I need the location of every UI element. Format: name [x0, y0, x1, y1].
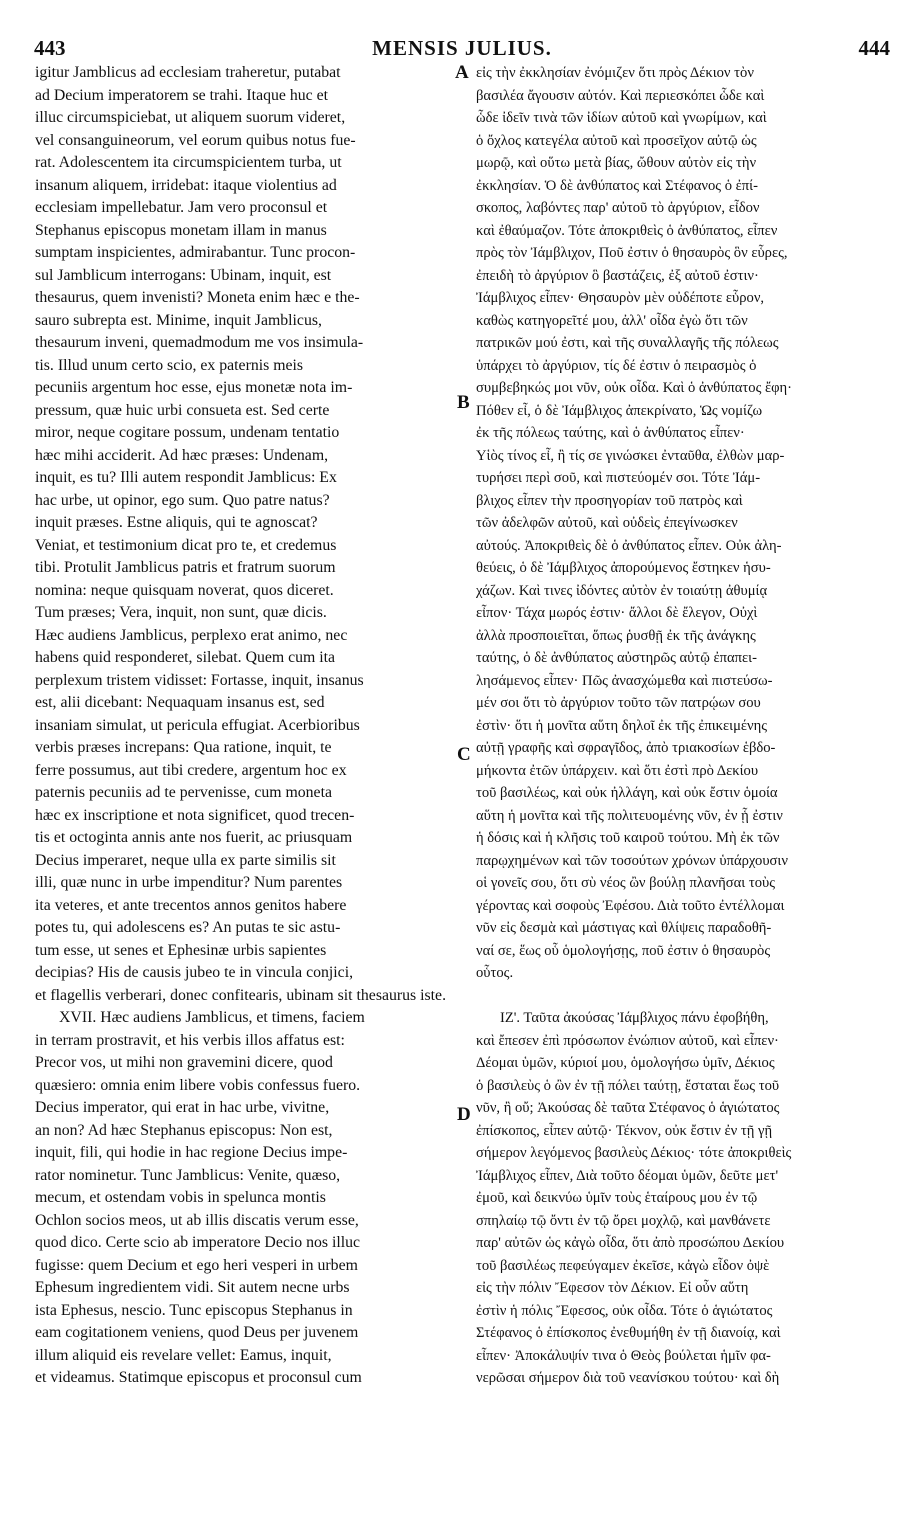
latin-text-line: illi, quæ nunc in urbe impenditur? Num parentes — [35, 874, 343, 891]
latin-text-line: Decius imperator, qui erat in hac urbe, vivitne, — [35, 1099, 330, 1116]
running-title: MENSIS JULIUS. — [372, 36, 552, 60]
greek-text-line: σήμερον λεγόμενος βασιλεὺς Δέκιος· τότε ἀποκριθεὶς — [476, 1145, 792, 1161]
greek-text-line: Υἱὸς τίνος εἶ, ἢ τίς σε γινώσκει ἐνταῦθα, ἐλθὼν μαρ- — [476, 447, 785, 464]
latin-text-line: tis et octoginta annis ante nos fuerit, ac priusquam — [35, 829, 353, 846]
latin-text-line: ecclesiam impellebatur. Jam vero proconsul et — [35, 199, 328, 216]
greek-text-line: οὗτος. — [476, 965, 514, 981]
latin-text-line: pressum, quæ huic urbi consueta est. Sed certe — [35, 401, 330, 419]
latin-text-line: Tum præses; Vera, inquit, non sunt, quæ dicis. — [35, 604, 327, 621]
latin-text-line: eam cogitationem veniens, quod Deus per juvenem — [35, 1324, 359, 1341]
greek-text-line: σκοπος, λαβόντες παρ' αὐτοῦ τὸ ἀργύριον, εἶδον — [476, 200, 760, 216]
greek-text-line: ὧδε ἰδεῖν τινὰ τῶν ἰδίων αὐτοῦ καὶ γνωρίμων, καὶ — [476, 110, 767, 126]
greek-text-line: ἐκ τῆς πόλεως ταύτης, καὶ ὁ ἀνθύπατος εἶπεν· — [476, 425, 745, 441]
greek-text-line: οἱ γονεῖς σου, ὅτι σὺ νέος ὢν βούλῃ πλανῆσαι τοὺς — [476, 875, 776, 891]
greek-text-line: ἐκκλησίαν. Ὁ δὲ ἀνθύπατος καὶ Στέφανος ὁ ἐπί- — [476, 177, 758, 194]
latin-text-line: Hæc audiens Jamblicus, perplexo erat animo, nec — [35, 626, 348, 644]
latin-text-line: vel consanguineorum, vel eorum quibus notus fue- — [35, 131, 356, 149]
greek-text-line: πρὸς τὸν Ἰάμβλιχον, Ποῦ ἐστιν ὁ θησαυρὸς ὃν εὗρες, — [476, 245, 788, 261]
latin-column — [35, 62, 457, 1390]
latin-text-line: hæc mihi acciderit. Ad hæc præses: Undenam, — [35, 446, 329, 464]
greek-text-line: ΙΖ'. Ταῦτα ἀκούσας Ἰάμβλιχος πάνυ ἐφοβήθη, — [500, 1010, 769, 1026]
greek-text-line: Ἰάμβλιχος εἶπεν, Διὰ τοῦτο δέομαι ὑμῶν, δεῦτε μετ' — [476, 1167, 779, 1184]
latin-text-line: est, alii dicebant: Nequaquam insanus est, sed — [35, 694, 325, 711]
latin-text-line: ista Ephesus, nescio. Tunc episcopus Stephanus in — [35, 1301, 353, 1319]
latin-text-line: an non? Ad hæc Stephanus episcopus: Non est, — [35, 1121, 333, 1139]
greek-text-line: θεύεις, ὁ δὲ Ἰάμβλιχος ἀπορούμενος ἔστηκεν ἡσυ- — [476, 560, 771, 576]
greek-text-line: τυρήσει περὶ σοῦ, καὶ πιστεύομέν σοι. Τότε Ἰάμ- — [476, 470, 761, 486]
latin-text-line: XVII. Hæc audiens Jamblicus, et timens, faciem — [59, 1009, 365, 1026]
greek-text-line: καὶ ἐθαύμαζον. Τότε ἀποκριθεὶς ὁ ἀνθύπατος, εἶπεν — [476, 222, 778, 239]
greek-text-line: ἐστὶν· ὅτι ἡ μονῖτα αὕτη δηλοῖ ἐκ τῆς ἐπικειμένης — [476, 717, 768, 734]
greek-text-line: σπηλαίῳ τῷ ὄντι ἐν τῷ ὄρει μοχλῷ, καὶ μανθάνετε — [476, 1212, 771, 1229]
greek-text-line: νῦν, ἢ οὔ; Ἀκούσας δὲ ταῦτα Στέφανος ὁ ἁγιώτατος — [476, 1100, 780, 1116]
latin-text-line: Decius imperaret, neque ulla ex parte similis sit — [35, 851, 336, 869]
greek-text-line: Δέομαι ὑμῶν, κύριοί μου, ὁμολογήσω ὑμῖν, Δέκιος — [476, 1055, 775, 1071]
latin-text-line: paternis pecuniis ad te pervenisse, cum moneta — [35, 784, 332, 801]
page-number-right: 444 — [858, 36, 890, 60]
latin-text-line: in terram prostravit, et his verbis illos affatus est: — [35, 1031, 345, 1049]
latin-text-line: tis. Illud unum certo scio, ex paternis meis — [35, 356, 304, 374]
greek-text-line: νῦν εἰς δεσμὰ καὶ μάστιγας καὶ θλίψεις παραδοθῆ- — [476, 920, 772, 936]
greek-text-line: βασιλέα ἄγουσιν αὐτόν. Καὶ περιεσκόπει ὧδε καὶ — [476, 87, 765, 104]
latin-text-line: rator nominetur. Tunc Jamblicus: Venite, quæso, — [35, 1166, 341, 1184]
latin-text-line: pecuniis argentum hoc esse, ejus monetæ nota im- — [35, 379, 353, 396]
greek-text-line: ταύτης, ὁ δὲ ἀνθύπατος αὐστηρῶς αὐτῷ ἐπαπει- — [476, 650, 757, 666]
latin-text-line: verbis præses increpans: Qua ratione, inquit, te — [35, 739, 332, 756]
latin-text-line: sauro subrepta est. Minime, inquit Jamblicus, — [35, 311, 322, 329]
greek-text-line: εἰς τὴν ἐκκλησίαν ἐνόμιζεν ὅτι πρὸς Δέκιον τὸν — [476, 65, 754, 81]
greek-text-line — [476, 985, 900, 1008]
margin-marker-b: B — [457, 392, 470, 413]
greek-text-line: Στέφανος ὁ ἐπίσκοπος ἐνεθυμήθη ἐν τῇ διανοίᾳ, καὶ — [476, 1325, 781, 1341]
greek-text-line: εἶπον· Τάχα μωρός ἐστιν· ἄλλοι δὲ ἔλεγον, Οὐχὶ — [476, 605, 758, 621]
latin-text-line: Precor vos, ut mihi non gravemini dicere, quod — [35, 1054, 333, 1071]
latin-text-line: perplexum tristem vidisset: Fortasse, inquit, insanus — [35, 671, 364, 689]
latin-text-line: igitur Jamblicus ad ecclesiam traheretur, putabat — [35, 64, 341, 81]
greek-text-line: ὁ ὄχλος κατεγέλα αὐτοῦ καὶ προσεῖχον αὐτῷ ὡς — [476, 132, 757, 149]
latin-text-line: thesaurus, quem invenisti? Moneta enim hæc e the- — [35, 289, 360, 306]
margin-marker-c: C — [457, 744, 471, 765]
latin-text-line: ferre possumus, aut tibi credere, argentum hoc ex — [35, 761, 347, 779]
latin-text-line: nomina: neque quisquam noverat, quos diceret. — [35, 581, 334, 599]
greek-text-line: μωρῷ, καὶ οὕτω μετὰ βίας, ὤθουν αὐτὸν εἰς τὴν — [476, 155, 757, 171]
greek-text-line: Πόθεν εἶ, ὁ δὲ Ἰάμβλιχος ἀπεκρίνατο, Ὡς νομίζω — [476, 402, 763, 419]
latin-text-line: Ochlon socios meos, ut ab illis discatis verum esse, — [35, 1211, 359, 1229]
latin-text-line: ad Decium imperatorem se trahi. Itaque huc et — [35, 86, 328, 104]
greek-text-line: συμβεβηκώς μοι νῦν, οὐκ οἶδα. Καὶ ὁ ἀνθύπατος ἔφη· — [476, 380, 793, 396]
greek-text-line: γέροντας καὶ σοφοὺς Ἐφέσου. Διὰ τοῦτο ἐντέλλομαι — [476, 897, 785, 914]
greek-text-line: εἰς τὴν πόλιν Ἔφεσον τὸν Δέκιον. Εἰ οὖν αὕτη — [476, 1280, 749, 1296]
greek-text-line: παρῳχημένων καὶ τῶν τοσούτων χρόνων ὑπάρχουσιν — [476, 852, 788, 869]
latin-text-line: tum esse, ut senes et Ephesinæ urbis sapientes — [35, 941, 327, 959]
latin-text-line: hac urbe, ut opinor, ego sum. Quo patre natus? — [35, 491, 330, 509]
latin-text-line: miror, neque cogitare possum, undenam tentatio — [35, 424, 340, 441]
greek-text-line: πατρικῶν μού ἐστι, καὶ τῆς συναλλαγῆς τῆς πόλεως — [476, 335, 779, 351]
margin-marker-d: D — [457, 1104, 471, 1125]
greek-text-line: τοῦ βασιλέως πεφεύγαμεν ἐκεῖσε, κἀγὼ εἶδον ὀψὲ — [476, 1257, 770, 1274]
latin-text-line: hæc ex inscriptione et nota significet, quod trecen- — [35, 806, 355, 824]
latin-text-line: quæsiero: omnia enim libere vobis confessus fuero. — [35, 1076, 361, 1094]
latin-text-line: ita veteres, et ante trecentos annos genitos habere — [35, 896, 347, 914]
latin-text-line: illum aliquid eis revelare vellet: Eamus, inquit, — [35, 1346, 332, 1364]
greek-text-line: ὑπάρχει τὸ ἀργύριον, τίς δέ ἐστιν ὁ πειρασμὸς ὁ — [476, 357, 757, 374]
latin-text-line: Stephanus episcopus monetam illam in manus — [35, 221, 327, 239]
margin-marker-a: A — [455, 62, 469, 83]
greek-text-line: ἐμοῦ, καὶ δεικνύω ὑμῖν τοὺς ἑταίρους μου ἐν τῷ — [476, 1190, 758, 1206]
greek-text-line: χάζων. Καὶ τινες ἰδόντες αὐτὸν ἐν τοιαύτῃ ἀθυμίᾳ — [476, 582, 768, 599]
latin-text-line: habens quid responderet, silebat. Quem cum ita — [35, 649, 336, 666]
greek-text-line: Ἰάμβλιχος εἶπεν· Θησαυρὸν μὲν οὐδέποτε εὗρον, — [476, 290, 765, 306]
greek-text-line: μέν σοι ὅτι τὸ ἀργύριον τοῦτο τῶν πατρῴων σου — [476, 695, 761, 711]
greek-text-line: νερῶσαι σήμερον διὰ τοῦ νεανίσκου τούτου· καὶ δὴ — [476, 1370, 780, 1386]
greek-text-line: λησάμενος εἶπεν· Πῶς ἀνασχώμεθα καὶ πιστεύσω- — [476, 672, 773, 689]
greek-text-line: τῶν ἀδελφῶν αὐτοῦ, καὶ οὐδεὶς ἐπεγίνωσκεν — [476, 515, 738, 531]
latin-text-line: et videamus. Statimque episcopus et proconsul cum — [35, 1369, 362, 1386]
latin-text-line: inquit, fili, qui hodie in hac regione Decius impe- — [35, 1144, 348, 1161]
greek-text-line: εἶπεν· Ἀποκάλυψίν τινα ὁ Θεὸς βούλεται ἡμῖν φα- — [476, 1347, 771, 1364]
latin-text-line: fugisse: quem Decium et ego heri vesperi in urbem — [35, 1256, 358, 1274]
latin-text-line: Veniat, et testimonium dicat pro te, et credemus — [35, 536, 337, 554]
latin-text-line: Ephesum ingredientem vidi. Sit autem necne urbs — [35, 1279, 350, 1296]
latin-text-line: quod dico. Certe scio ab imperatore Decio nos illuc — [35, 1234, 361, 1251]
greek-text-line: ναί σε, ἕως οὗ ὁμολογήσῃς, ποῦ ἐστιν ὁ θησαυρὸς — [476, 942, 771, 959]
greek-text-line: παρ' αὐτῶν ὡς κἀγὼ οἶδα, ὅτι ἀπὸ προσώπου Δεκίου — [476, 1235, 785, 1251]
greek-text-line: ἡ δόσις καὶ ἡ κλῆσις τοῦ καιροῦ τούτου. Μὴ ἐκ τῶν — [476, 830, 780, 846]
greek-text-line: μήκοντα ἐτῶν ὑπάρχειν. καὶ ὅτι ἐστὶ πρὸ Δεκίου — [476, 762, 759, 779]
latin-text-line: insaniam simulat, ut pericula effugiat. Acerbioribus — [35, 716, 360, 734]
latin-text-line: rat. Adolescentem ita circumspicientem turba, ut — [35, 154, 342, 171]
latin-text-line: sumptam inspicientes, admirabantur. Tunc procon- — [35, 244, 356, 261]
greek-text-line: ἐπειδὴ τὸ ἀργύριον ὃ βαστάζεις, ἐξ αὐτοῦ ἐστιν· — [476, 267, 759, 284]
latin-text-line: mecum, et ostendam vobis in spelunca montis — [35, 1189, 326, 1206]
greek-text-line: αὐτούς. Ἀποκριθεὶς δὲ ὁ ἀνθύπατος εἶπεν. Οὐκ ἀλη- — [476, 537, 782, 554]
greek-text-line: ἀλλὰ προσποιεῖται, ὅπως ῥυσθῇ ἐκ τῆς ἀνάγκης — [476, 627, 756, 644]
greek-text-line: ὁ βασιλεὺς ὁ ὢν ἐν τῇ πόλει ταύτῃ, ἔσταται ἕως τοῦ — [476, 1077, 780, 1094]
latin-text-line: decipias? His de causis jubeo te in vincula conjici, — [35, 964, 354, 981]
latin-text-line: tibi. Protulit Jamblicus patris et fratrum suorum — [35, 559, 336, 576]
greek-text-line: καὶ ἔπεσεν ἐπὶ πρόσωπον ἐνώπιον αὐτοῦ, καὶ εἶπεν· — [476, 1032, 779, 1049]
page-number-left: 443 — [34, 36, 66, 60]
latin-text-line: inquit, es tu? Illi autem respondit Jamblicus: Ex — [35, 469, 337, 486]
latin-text-line: insanum aliquem, irridebat: itaque violentius ad — [35, 176, 337, 194]
greek-text-line: καθὼς κατηγορεῖτέ μου, ἀλλ' οἶδα ἐγὼ ὅτι τῶν — [476, 312, 748, 329]
latin-text-line: potes tu, qui adolescens es? An putas te sic astu- — [35, 919, 341, 936]
greek-text-line: αὐτῇ γραφῆς καὶ σφραγῖδος, ἀπὸ τριακοσίων ἑβδο- — [476, 740, 776, 756]
greek-text-line: αὕτη ἡ μονῖτα καὶ τῆς πολιτευομένης νῦν, ἐν ᾗ ἐστιν — [476, 807, 783, 824]
latin-text-line: et flagellis verberari, donec confitearis, ubinam sit thesaurus iste. — [35, 986, 447, 1004]
latin-text-line: inquit præses. Estne aliquis, qui te agnoscat? — [35, 514, 318, 531]
latin-text-line: thesaurum inveni, quemadmodum me vos insimula- — [35, 334, 364, 351]
greek-text-line: βλιχος εἶπεν τὴν προσηγορίαν τοῦ πατρὸς καὶ — [476, 492, 743, 509]
greek-column — [476, 62, 900, 1390]
latin-text-line: illuc circumspiciebat, ut aliquem suorum videret, — [35, 109, 346, 126]
greek-text-line: ἐστὶν ἡ πόλις Ἔφεσος, οὐκ οἶδα. Τότε ὁ ἁγιώτατος — [476, 1302, 773, 1319]
latin-text-line: sul Jamblicum interrogans: Ubinam, inquit, est — [35, 266, 332, 284]
greek-text-line: τοῦ βασιλέως, καὶ οὐκ ἠλλάγη, καὶ οὐκ ἔστιν ὁμοία — [476, 785, 778, 801]
greek-text-line: ἐπίσκοπος, εἶπεν αὐτῷ· Τέκνον, οὐκ ἔστιν ἐν τῇ γῇ — [476, 1122, 773, 1139]
